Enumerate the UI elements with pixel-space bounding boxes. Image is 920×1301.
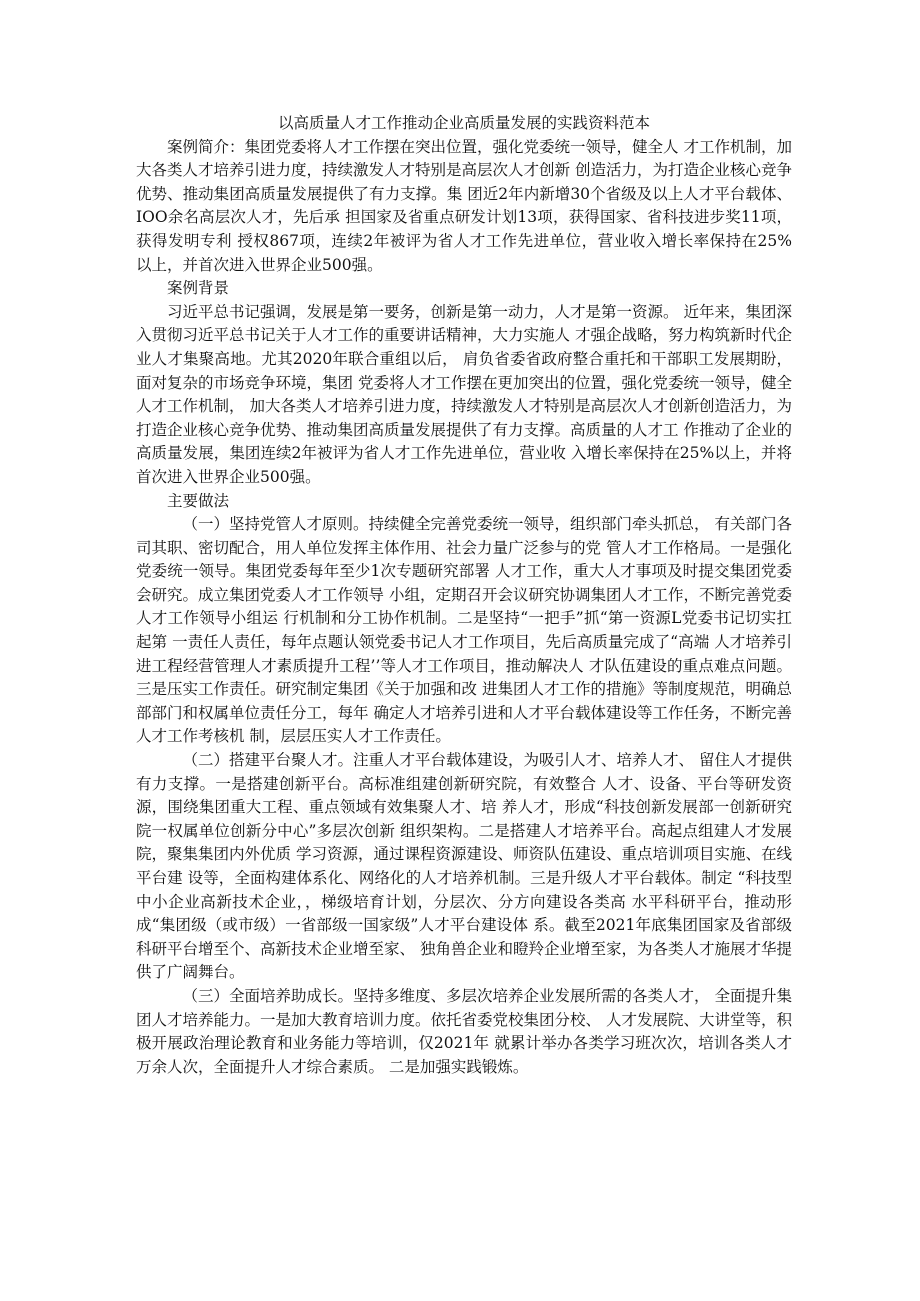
document-body: [136, 112, 792, 1079]
document-title: 以高质量人才工作推动企业高质量发展的实践资料范本: [277, 114, 650, 132]
case-intro-paragraph: 案例简介：集团党委将人才工作摆在突出位置，强化党委统一领导，健全人 才工作机制，加大各类人才培养引进力度，持续激发人才特别是高层次人才创新 创造活力，为打造企业核心竞争优势、推动集团高质量发展提供了有力支撑。集 团近2年内新增30个省级及以上人才平台载体、IOO余名高层次人才，先后承 担国家及省重点研发计划13项，获得国家、省科技进步奖11项，获得发明专利 授权867项，连续2年被评为省人才工作先进单位，营业收入增长率保持在25% 以上，并首次进入世界企业500强。: [136, 137, 792, 274]
practice-paragraph-2: （二）搭建平台聚人才。注重人才平台载体建设，为吸引人才、培养人才、 留住人才提供有力支撑。一是搭建创新平台。高标准组建创新研究院，有效整合 人才、设备、平台等研发资源，围绕集团重大工程、重点领域有效集聚人才、培 养人才，形成“科技创新发展部一创新研究院一权属单位创新分中心”多层次创新 组织架构。二是搭建人才培养平台。高起点组建人才发展院，聚集集团内外优质 学习资源，通过课程资源建设、师资队伍建设、重点培训项目实施、在线平台建 设等，全面构建体系化、网络化的人才培养机制。三是升级人才平台载体。制定 “科技型中小企业高新技术企业，，梯级培育计划，分层次、分方向建设各类高 水平科研平台，推动形成“集团级（或市级）一省部级一国家级”人才平台建设体 系。截至2021年底集团国家及省部级科研平台增至个、高新技术企业增至家、 独角兽企业和瞪羚企业增至家，为各类人才施展才华提供了广阔舞台。: [136, 751, 792, 982]
section-heading-background: 案例背景: [167, 279, 230, 298]
practice-paragraph-3: （三）全面培养助成长。坚持多维度、多层次培养企业发展所需的各类人才， 全面提升集团人才培养能力。一是加大教育培训力度。依托省委党校集团分校、 人才发展院、大讲堂等，积极开展政治理论教育和业务能力等培训，仅2021年 就累计举办各类学习班次次，培训各类人才万余人次，全面提升人才综合素质。 二是加强实践锻炼。: [136, 986, 792, 1076]
practice-paragraph-1: （一）坚持党管人才原则。持续健全完善党委统一领导，组织部门牵头抓总， 有关部门各司其职、密切配合，用人单位发挥主体作用、社会力量广泛参与的党 管人才工作格局。一是强化党委统一领导。集团党委每年至少1次专题研究部署 人才工作，重大人才事项及时提交集团党委会研究。成立集团党委人才工作领导 小组，定期召开会议研究协调集团人才工作，不断完善党委人才工作领导小组运 行机制和分工协作机制。二是坚持“一把手”抓“第一资源L党委书记切实扛起第 一责任人责任，每年点题认领党委书记人才工作项目，先后高质量完成了“高端 人才培养引进工程经营管理人才素质提升工程’’等人才工作项目，推动解决人 才队伍建设的重点难点问题。三是压实工作责任。研究制定集团《关于加强和改 进集团人才工作的措施》等制度规范，明确总部部门和权属单位责任分工，每年 确定人才培养引进和人才平台载体建设等工作任务，不断完善人才工作考核机 制，层层压实人才工作责任。: [136, 515, 792, 746]
section-heading-practice: 主要做法: [167, 491, 230, 510]
background-paragraph: 习近平总书记强调，发展是第一要务，创新是第一动力，人才是第一资源。 近年来，集团深入贯彻习近平总书记关于人才工作的重要讲话精神，大力实施人 才强企战略，努力构筑新时代企业人才集聚高地。尤其2020年联合重组以后， 肩负省委省政府整合重托和干部职工发展期盼，面对复杂的市场竞争环境，集团 党委将人才工作摆在更加突出的位置，强化党委统一领导，健全人才工作机制， 加大各类人才培养引进力度，持续激发人才特别是高层次人才创新创造活力，为 打造企业核心竞争优势、推动集团高质量发展提供了有力支撑。高质量的人才工 作推动了企业的高质量发展，集团连续2年被评为省人才工作先进单位，营业收 入增长率保持在25%以上，并将首次进入世界企业500强。: [136, 302, 792, 486]
